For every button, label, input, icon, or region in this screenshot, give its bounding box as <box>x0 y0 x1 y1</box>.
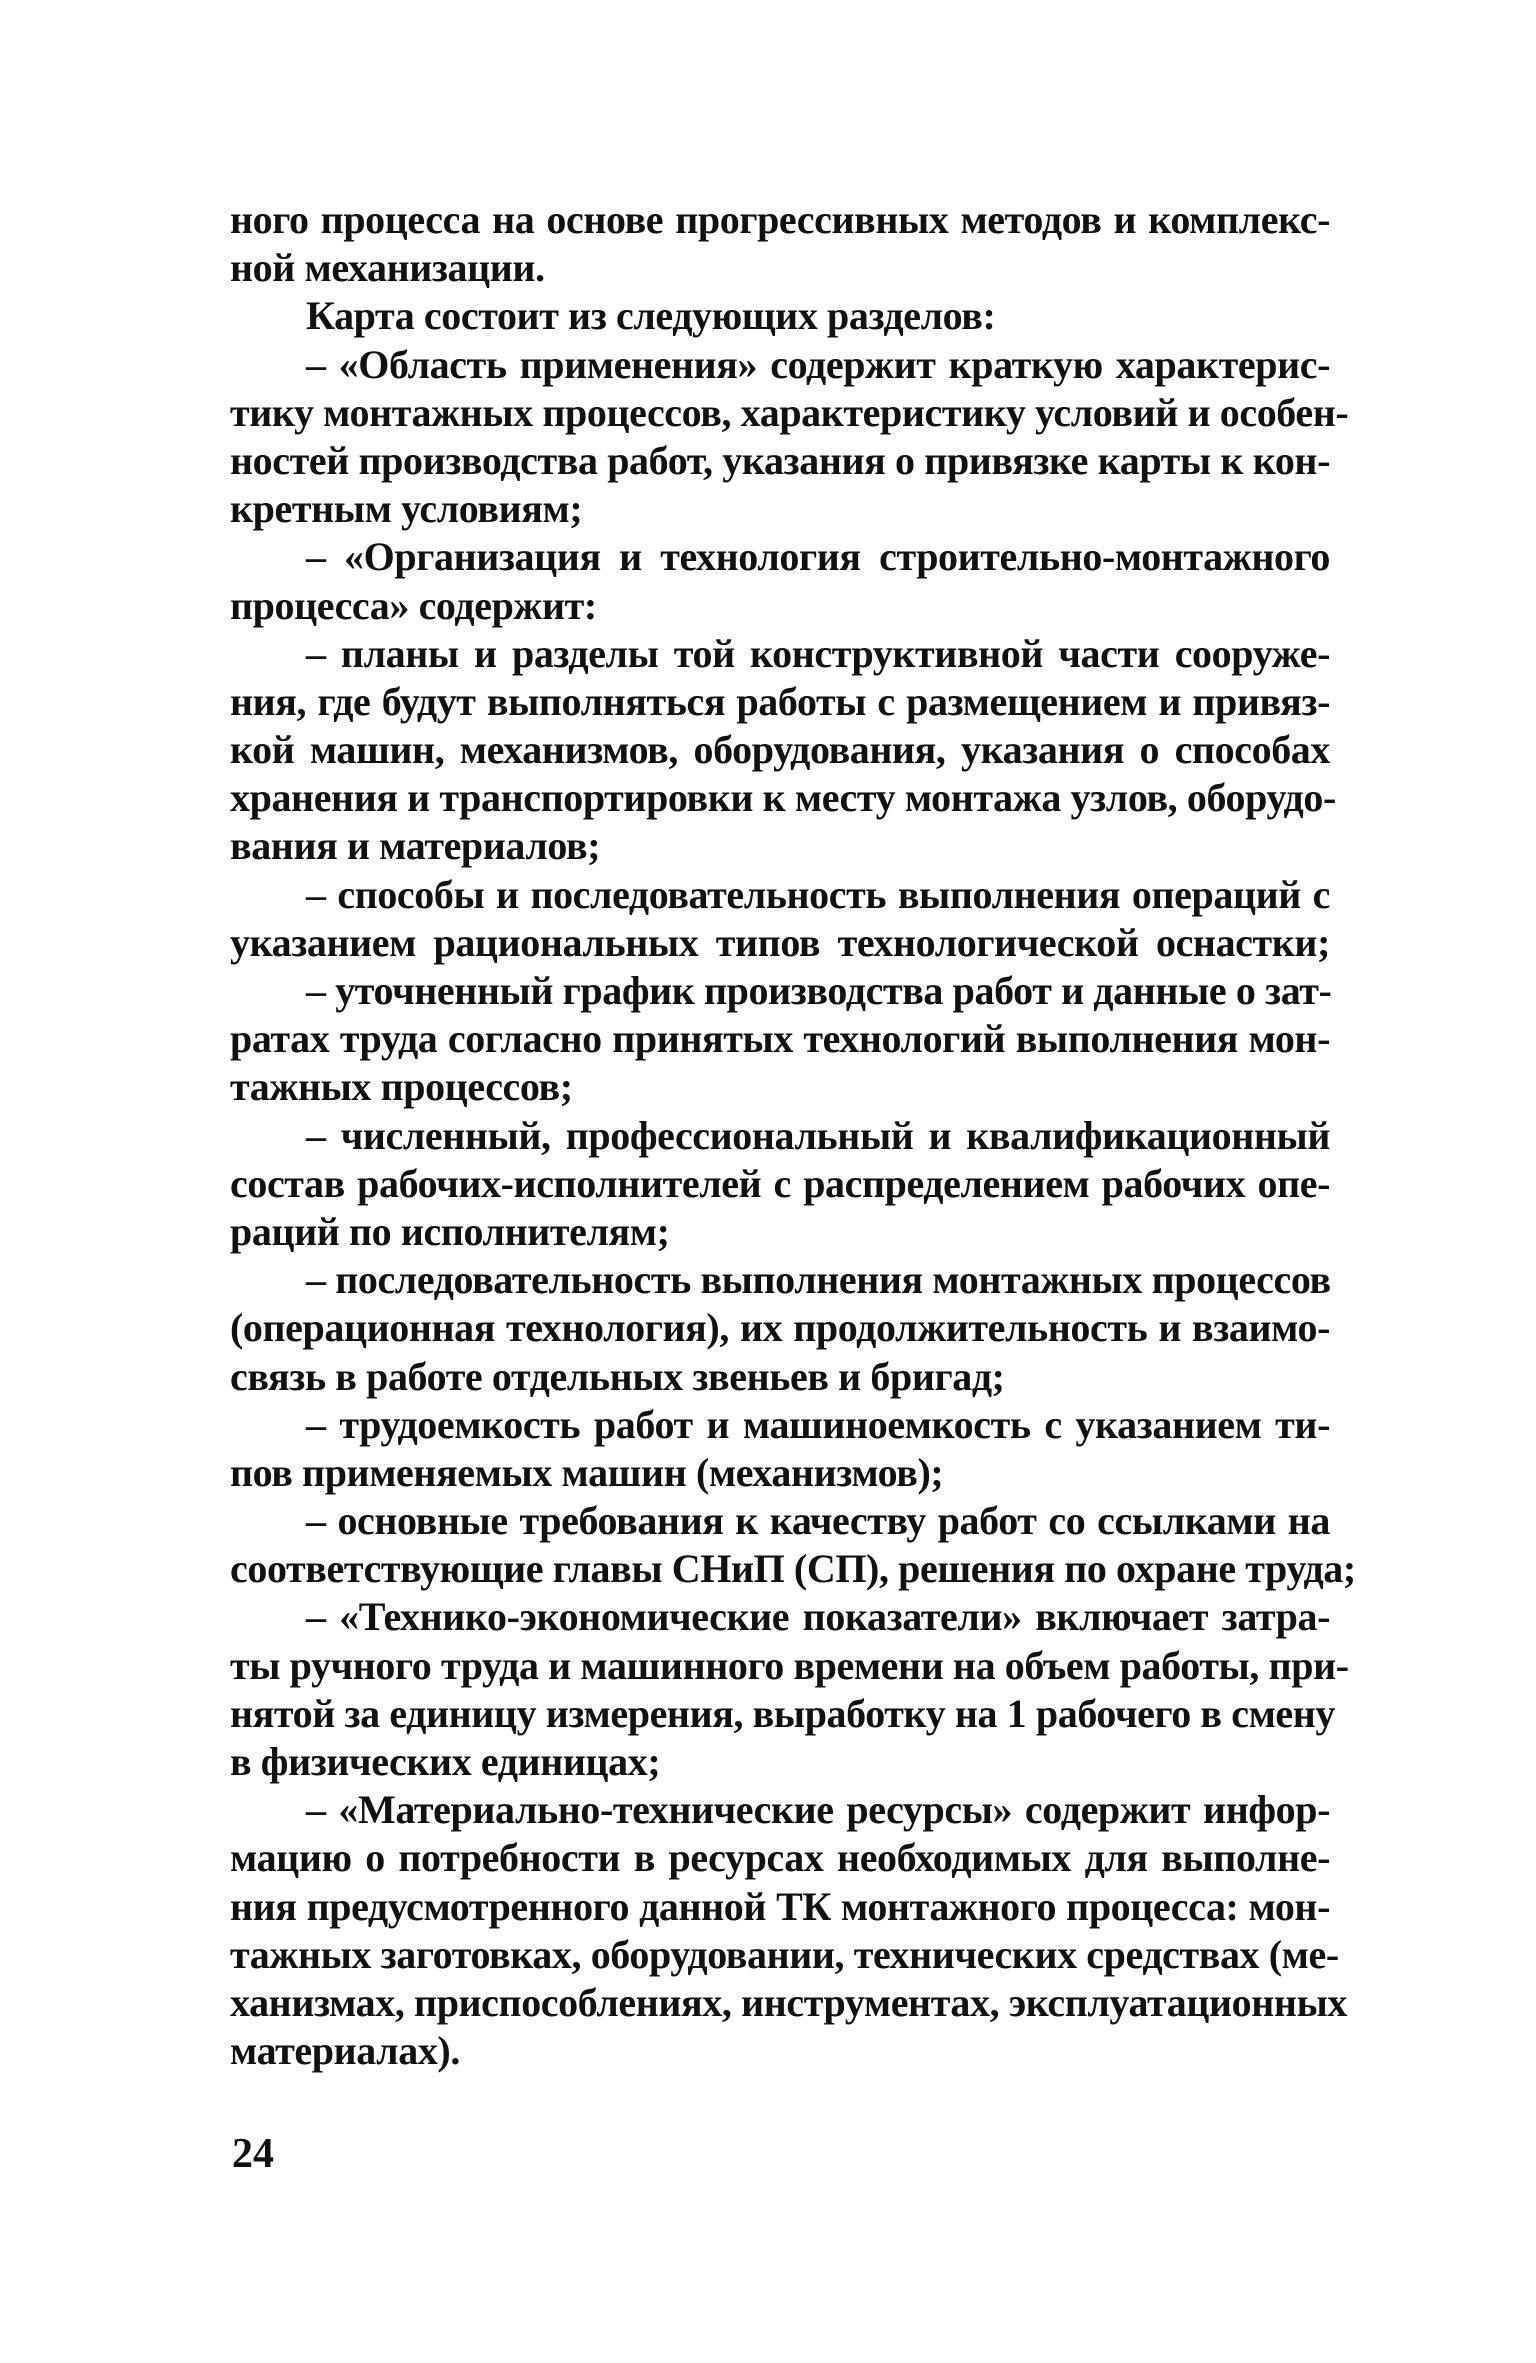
text-line: процесса» содержит: <box>230 582 597 628</box>
text-line: ной механизации. <box>230 245 545 291</box>
text-line: – последовательность выполнения монтажных процессов <box>306 1257 1331 1303</box>
text-line: ратах труда согласно принятых технологий выполнения мон- <box>230 1016 1330 1062</box>
text-line: – численный, профессиональный и квалификационный <box>306 1112 1330 1158</box>
text-line: ния предусмотренного данной ТК монтажного процесса: мон- <box>230 1883 1330 1929</box>
text-line: – трудоемкость работ и машиноемкость с указанием ти- <box>306 1401 1330 1447</box>
text-line: – планы и разделы той конструктивной части сооруже- <box>306 630 1330 676</box>
text-line: Карта состоит из следующих разделов: <box>306 293 996 339</box>
body-text <box>230 196 1356 2075</box>
text-line: состав рабочих-исполнителей с распределением рабочих опе- <box>230 1160 1330 1206</box>
text-line: (операционная технология), их продолжительность и взаимо- <box>230 1305 1330 1351</box>
text-line: ного процесса на основе прогрессивных методов и комплекс- <box>230 197 1330 242</box>
text-line: материалах). <box>230 2028 460 2074</box>
text-line: ханизмах, приспособлениях, инструментах, эксплуатационных <box>230 1979 1348 2025</box>
text-line: тажных заготовках, оборудовании, технических средствах (ме- <box>230 1931 1339 1977</box>
text-line: кой машин, механизмов, оборудования, указания о способах <box>230 727 1330 773</box>
text-line: – способы и последовательность выполнения операций с <box>306 871 1330 917</box>
text-line: вания и материалов; <box>230 823 601 869</box>
page-number: 24 <box>232 2131 274 2177</box>
text-line: – уточненный график производства работ и данные о зат- <box>306 968 1332 1013</box>
text-line: хранения и транспортировки к месту монтажа узлов, оборудо- <box>230 775 1336 821</box>
text-line: – «Организация и технология строительно-монтажного <box>306 534 1330 580</box>
text-line: – основные требования к качеству работ со ссылками на <box>306 1498 1330 1544</box>
text-line: – «Материально-технические ресурсы» содержит инфор- <box>306 1787 1330 1833</box>
text-line: ты ручного труда и машинного времени на объем работы, при- <box>230 1642 1349 1688</box>
text-line: кретным условиям; <box>230 486 583 532</box>
text-line: раций по исполнителям; <box>230 1208 670 1254</box>
text-line: тику монтажных процессов, характеристику условий и особен- <box>230 389 1349 435</box>
text-line: связь в работе отдельных звеньев и бригад; <box>230 1353 1005 1399</box>
text-line: в физических единицах; <box>230 1739 661 1784</box>
text-line: указанием рациональных типов технологической оснастки; <box>230 919 1330 965</box>
text-line: соответствующие главы СНиП (СП), решения по охране труда; <box>230 1546 1356 1592</box>
text-line: ностей производства работ, указания о привязке карты к кон- <box>230 437 1330 483</box>
text-line: – «Технико-экономические показатели» включает затра- <box>306 1594 1330 1640</box>
text-line: мацию о потребности в ресурсах необходимых для выполне- <box>230 1835 1330 1881</box>
text-line: пов применяемых машин (механизмов); <box>230 1449 944 1495</box>
text-line: тажных процессов; <box>230 1064 573 1110</box>
text-line: ния, где будут выполняться работы с размещением и привяз- <box>230 678 1330 724</box>
text-line: – «Область применения» содержит краткую характерис- <box>306 341 1330 387</box>
text-line: нятой за единицу измерения, выработку на 1 рабочего в смену <box>230 1690 1336 1736</box>
